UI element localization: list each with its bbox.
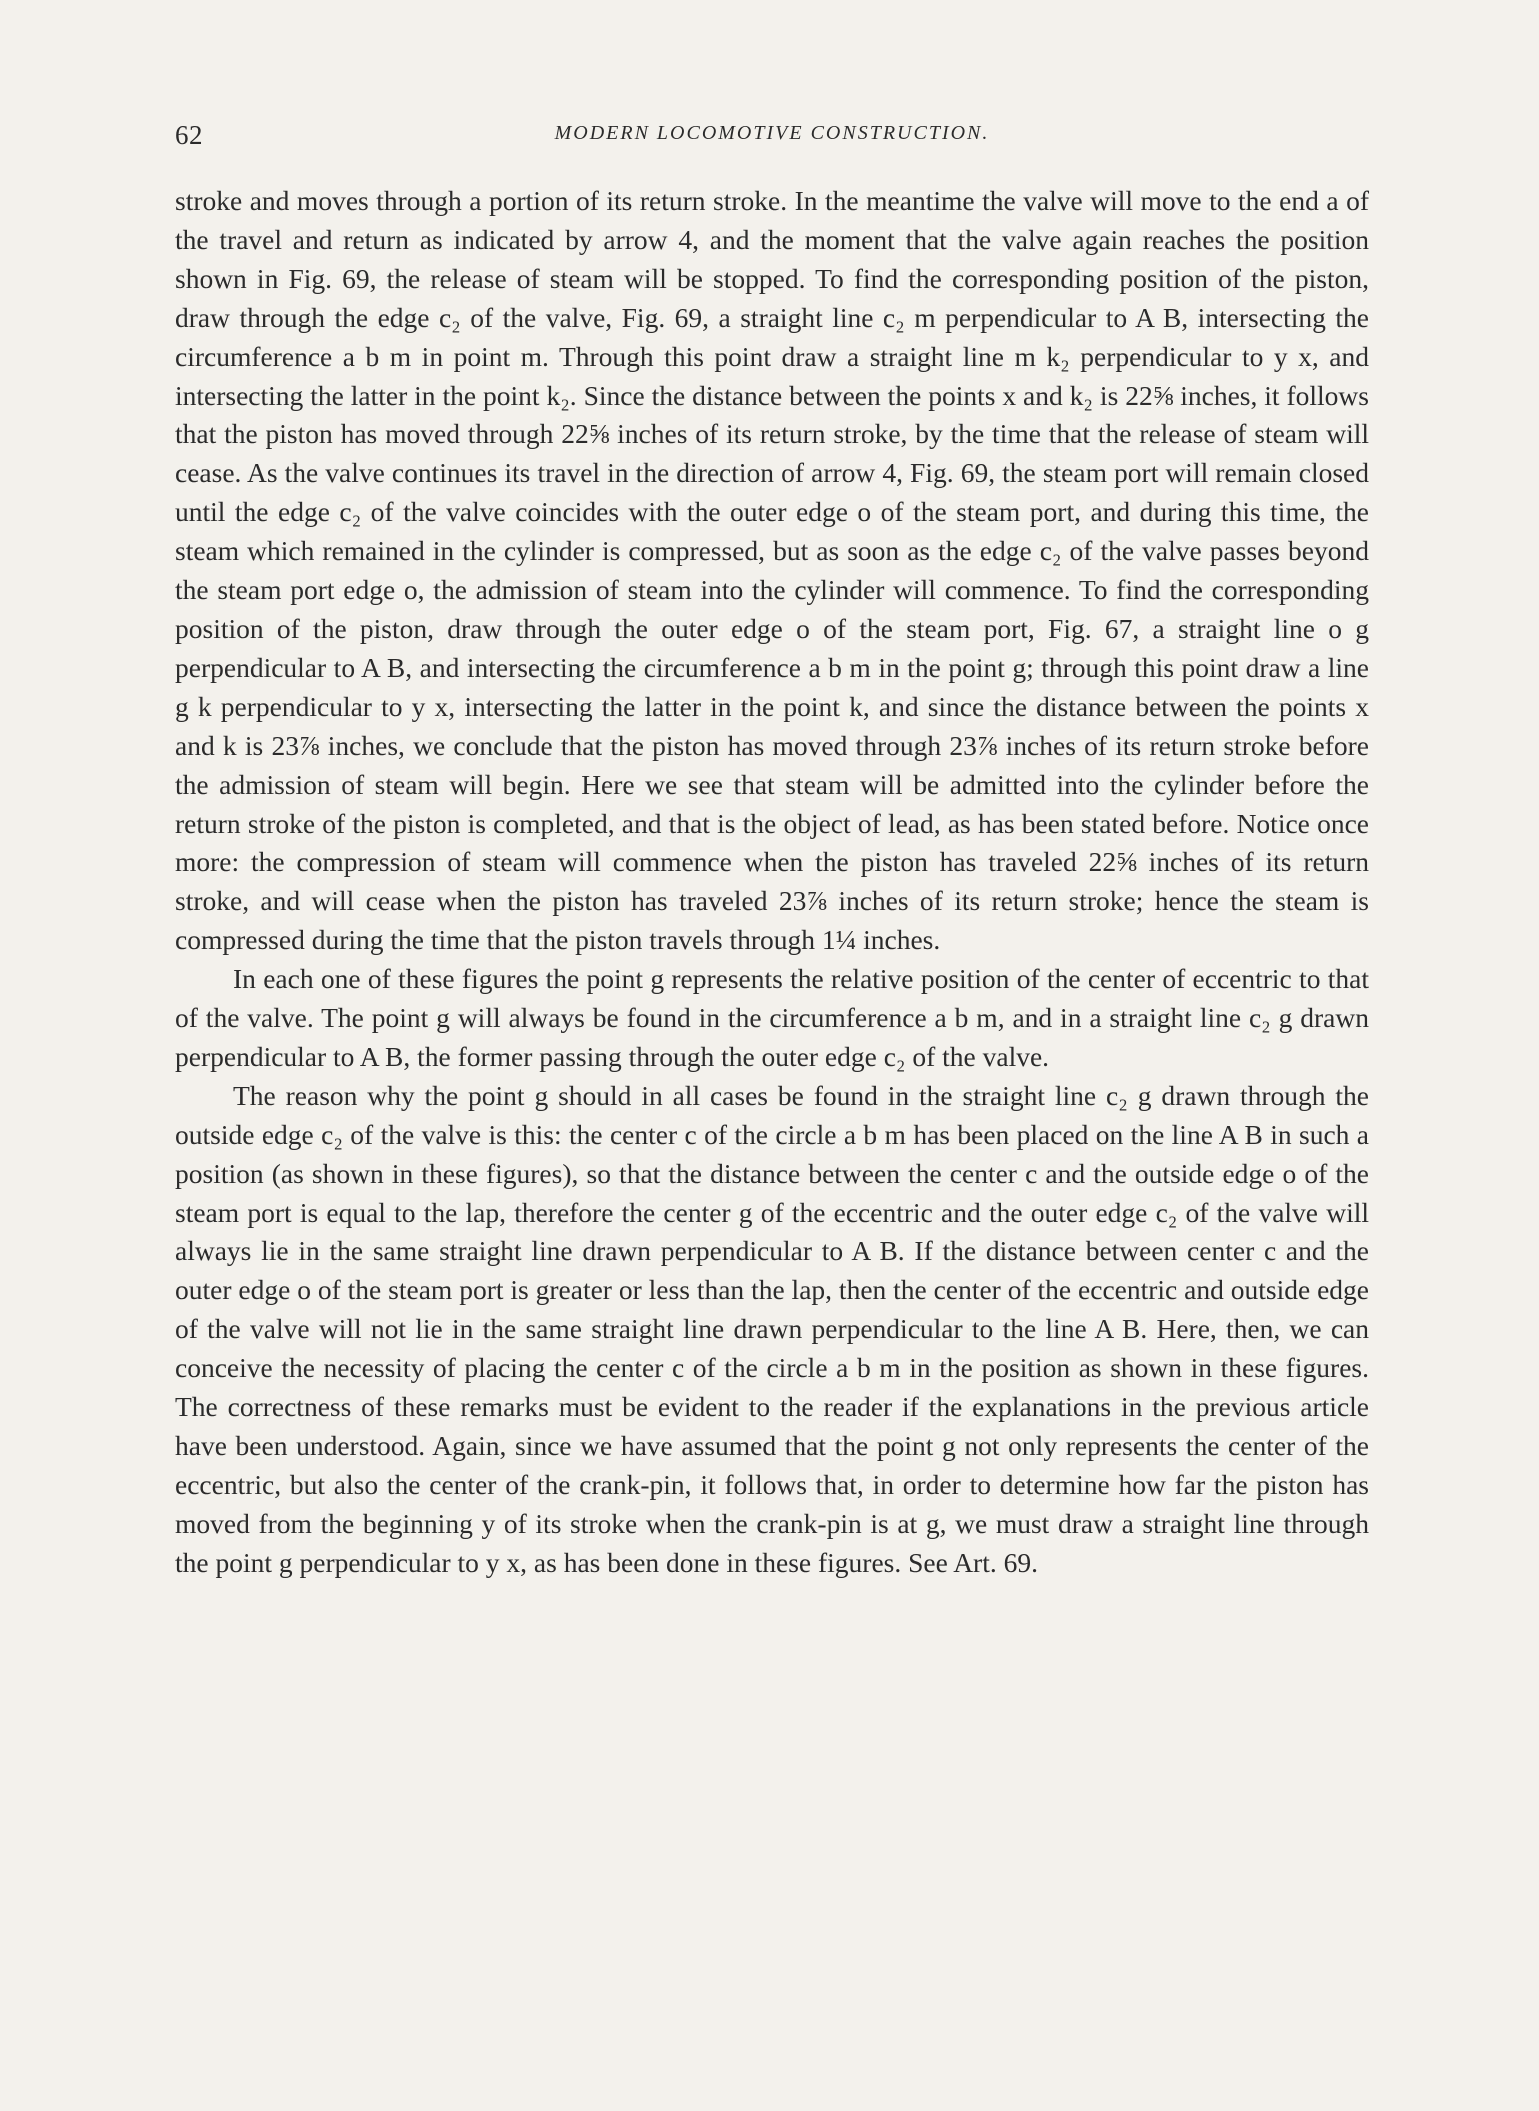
body-text (175, 182, 1369, 1583)
paragraph-point-g: In each one of these figures the point g represents the relative position of the center of eccentric to that of the valve. The point g will always be found in the circumference a b m, and in a straight line c₂ g drawn perpendicular to A B, the former passing through the outer edge c₂ of the valve. (175, 963, 1369, 1072)
paragraph-continuation: stroke and moves through a portion of its return stroke. In the meantime the valve will move to the end a of the travel and return as indicated by arrow 4, and the moment that the valve again reaches the position shown in Fig. 69, the release of steam will be stopped. To find the corresponding position of the piston, draw through the edge c₂ of the valve, Fig. 69, a straight line c₂ m perpendicular to A B, intersecting the circumference a b m in point m. Through this point draw a straight line m k₂ perpendicular to y x, and intersecting the latter in the point k₂. Since the distance between the points x and k₂ is 22⅝ inches, it follows that the piston has moved through 22⅝ inches of its return stroke, by the time that the release of steam will cease. As the valve continues its travel in the direction of arrow 4, Fig. 69, the steam port will remain closed until the edge c₂ of the valve coincides with the outer edge o of the steam port, and during this time, the steam which remained in the cylinder is compressed, but as soon as the edge c₂ of the valve passes beyond the steam port edge o, the admission of steam into the cylinder will commence. To find the corresponding position of the piston, draw through the outer edge o of the steam port, Fig. 67, a straight line o g perpendicular to A B, and intersecting the circumference a b m in the point g; through this point draw a line g k perpendicular to y x, intersecting the latter in the point k, and since the distance between the points x and k is 23⅞ inches, we conclude that the piston has moved through 23⅞ inches of its return stroke before the admission of steam will begin. Here we see that steam will be admitted into the cylinder before the return stroke of the piston is completed, and that is the object of lead, as has been stated before. Notice once more: the compression of steam will commence when the piston has traveled 22⅝ inches of its return stroke, and will cease when the piston has traveled 23⅞ inches of its return stroke; hence the steam is compressed during the time that the piston travels through 1¼ inches. (175, 185, 1369, 956)
page-number: 62 (175, 120, 203, 150)
running-title: MODERN LOCOMOTIVE CONSTRUCTION. (554, 122, 990, 144)
page-header (175, 120, 1369, 156)
paragraph-reason: The reason why the point g should in all cases be found in the straight line c₂ g drawn through the outside edge c₂ of the valve is this: the center c of the circle a b m has been placed on the line A B in such a position (as shown in these figures), so that the distance between the center c and the outside edge o of the steam port is equal to the lap, therefore the center g of the eccentric and the outer edge c₂ of the valve will always lie in the same straight line drawn perpendicular to A B. If the distance between center c and the outer edge o of the steam port is greater or less than the lap, then the center of the eccentric and outside edge of the valve will not lie in the same straight line drawn perpendicular to the line A B. Here, then, we can conceive the necessity of placing the center c of the circle a b m in the position as shown in these figures. The correctness of these remarks must be evident to the reader if the explanations in the previous article have been understood. Again, since we have assumed that the point g not only represents the center of the eccentric, but also the center of the crank-pin, it follows that, in order to determine how far the piston has moved from the beginning y of its stroke when the crank-pin is at g, we must draw a straight line through the point g perpendicular to y x, as has been done in these figures. See Art. 69. (175, 1079, 1369, 1578)
